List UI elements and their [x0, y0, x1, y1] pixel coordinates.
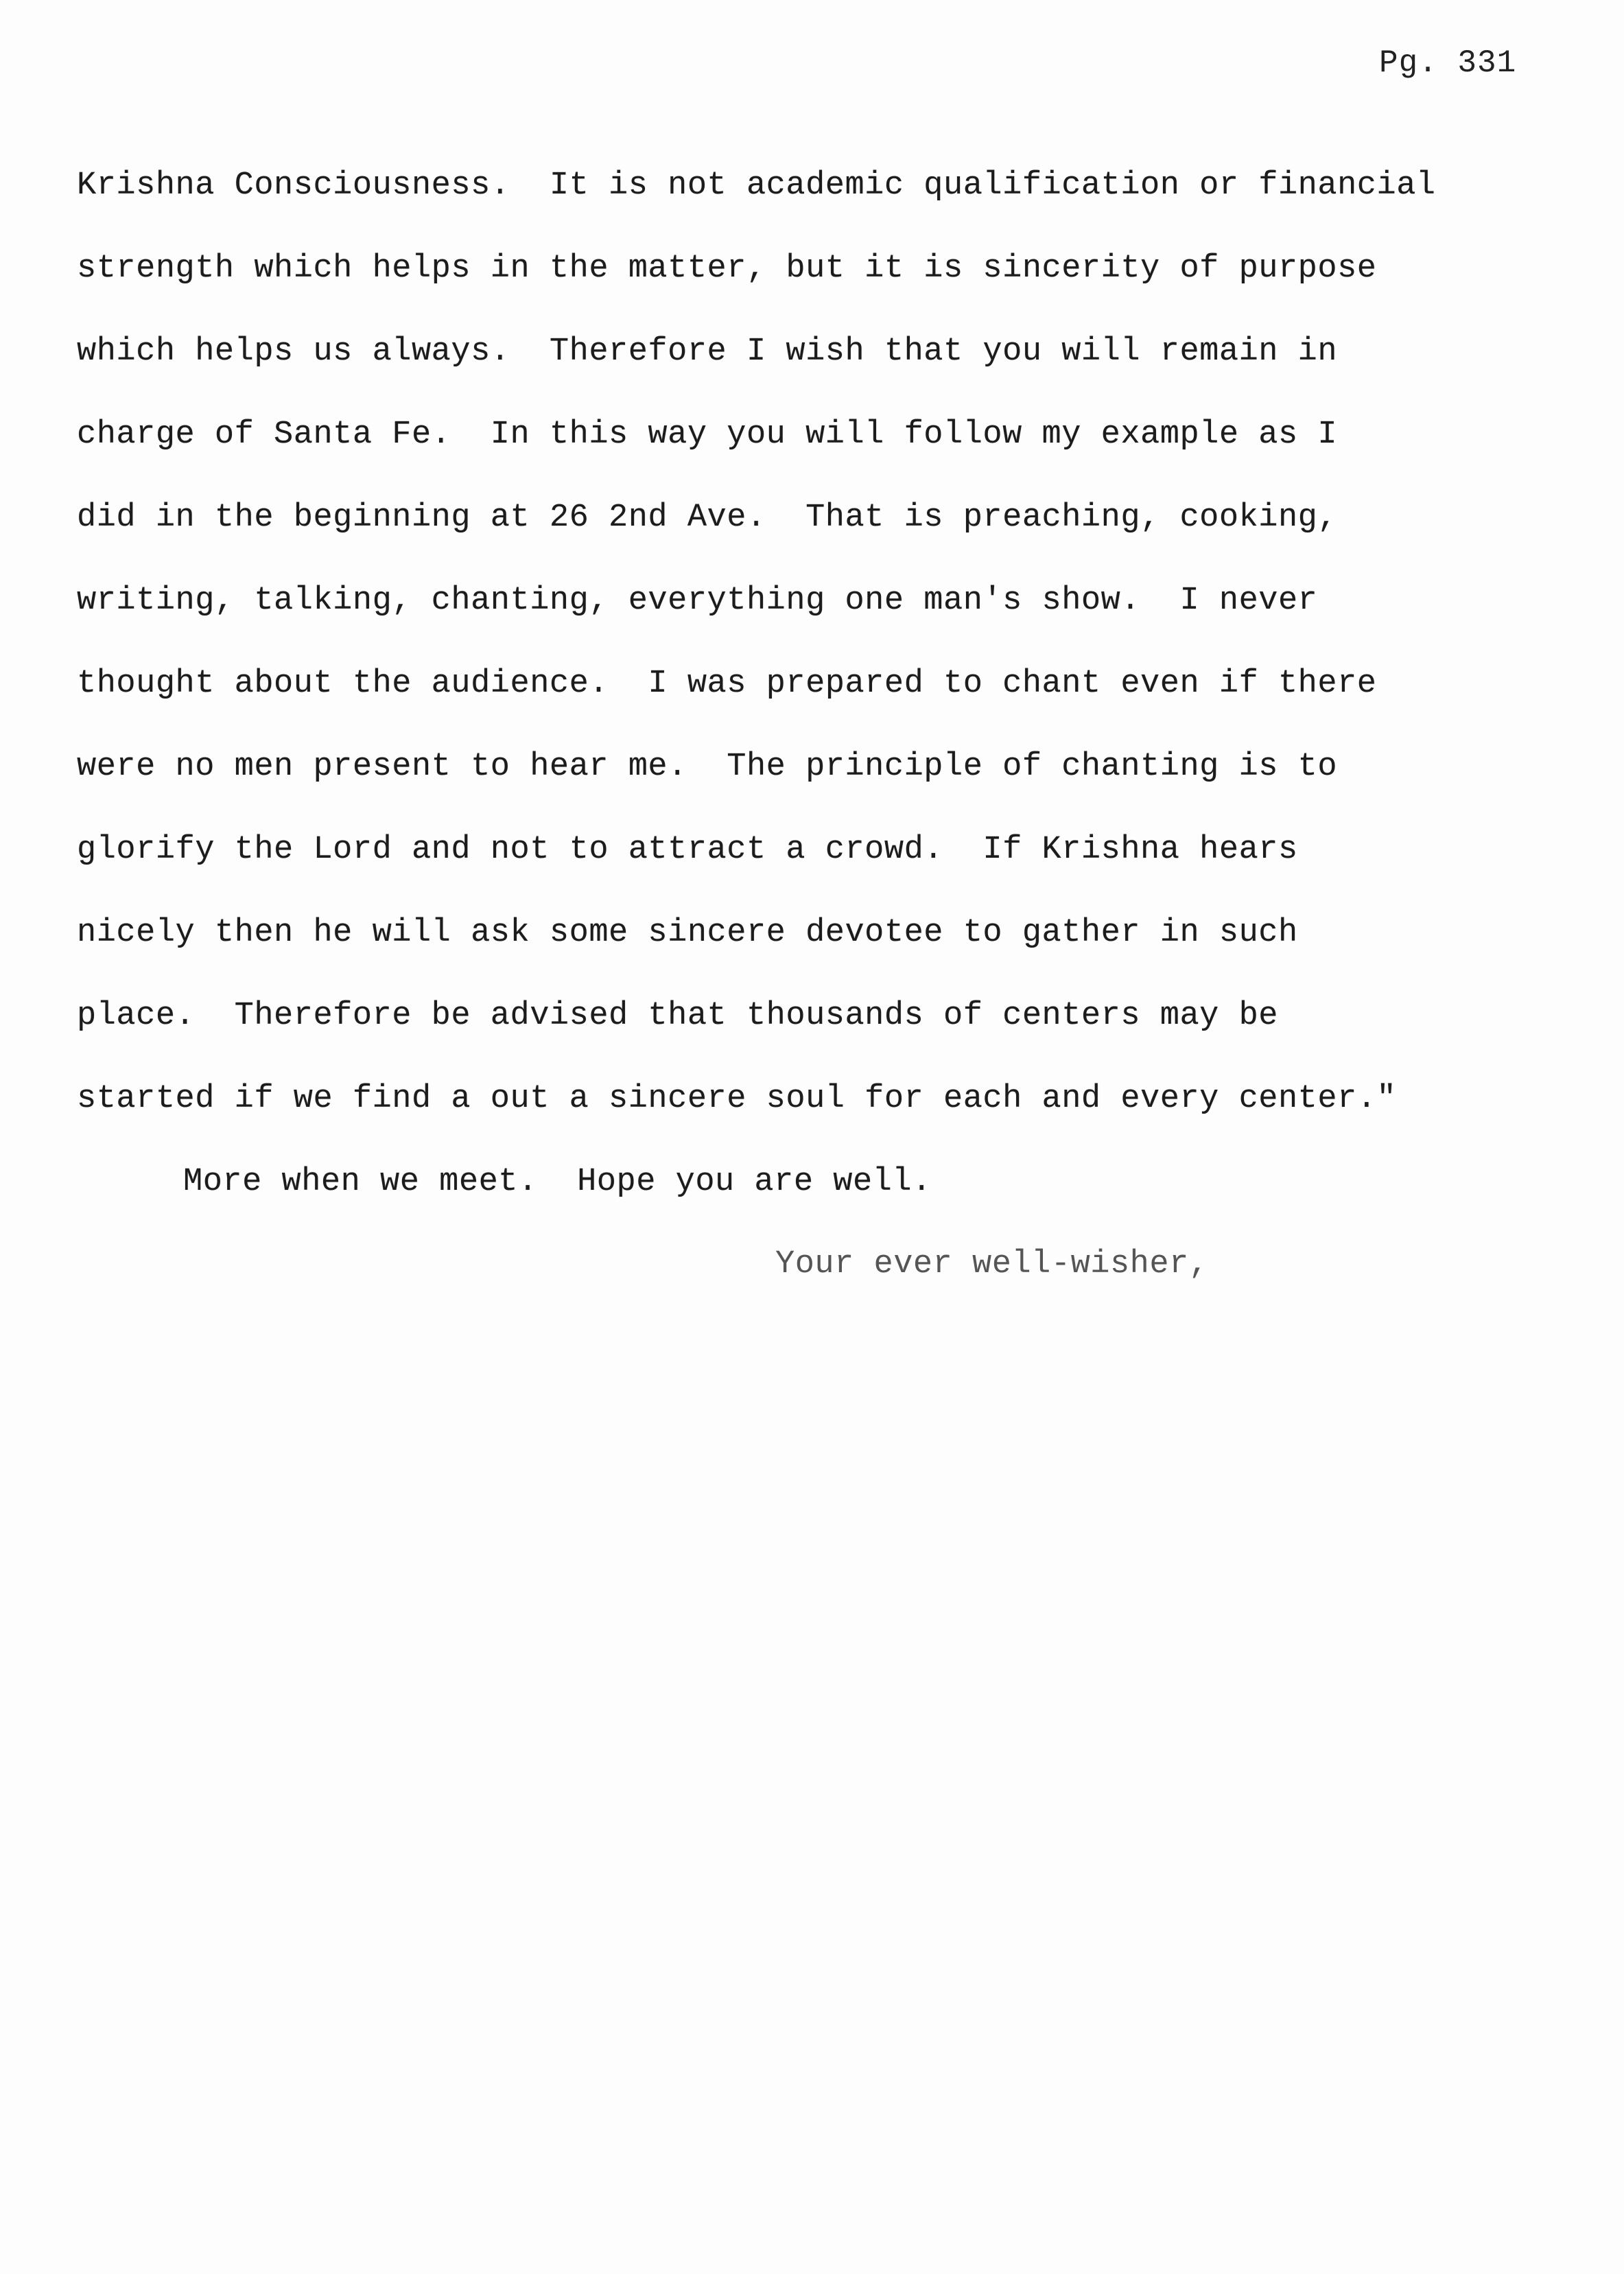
text-line: charge of Santa Fe. In this way you will follow my example as I	[77, 417, 1338, 453]
letter-body	[77, 165, 1607, 1244]
text-line: Krishna Consciousness. It is not academic qualification or financial	[77, 167, 1436, 204]
text-line: thought about the audience. I was prepared to chant even if there	[77, 666, 1377, 702]
text-line: More when we meet. Hope you are well.	[183, 1164, 932, 1200]
text-line: place. Therefore be advised that thousands of centers may be	[77, 998, 1278, 1034]
text-line: writing, talking, chanting, everything one man's show. I never	[77, 583, 1318, 619]
page-number: Pg. 331	[1379, 45, 1517, 81]
text-line: strength which helps in the matter, but it is sincerity of purpose	[77, 250, 1377, 287]
text-line: nicely then he will ask some sincere devotee to gather in such	[77, 915, 1298, 951]
text-line: did in the beginning at 26 2nd Ave. That is preaching, cooking,	[77, 500, 1338, 536]
text-line: were no men present to hear me. The principle of chanting is to	[77, 749, 1338, 785]
text-line: started if we find a out a sincere soul for each and every center."	[77, 1081, 1397, 1117]
text-line: which helps us always. Therefore I wish that you will remain in	[77, 333, 1338, 370]
closing-salutation: Your ever well-wisher,	[775, 1246, 1209, 1282]
text-line: glorify the Lord and not to attract a crowd. If Krishna hears	[77, 832, 1298, 868]
